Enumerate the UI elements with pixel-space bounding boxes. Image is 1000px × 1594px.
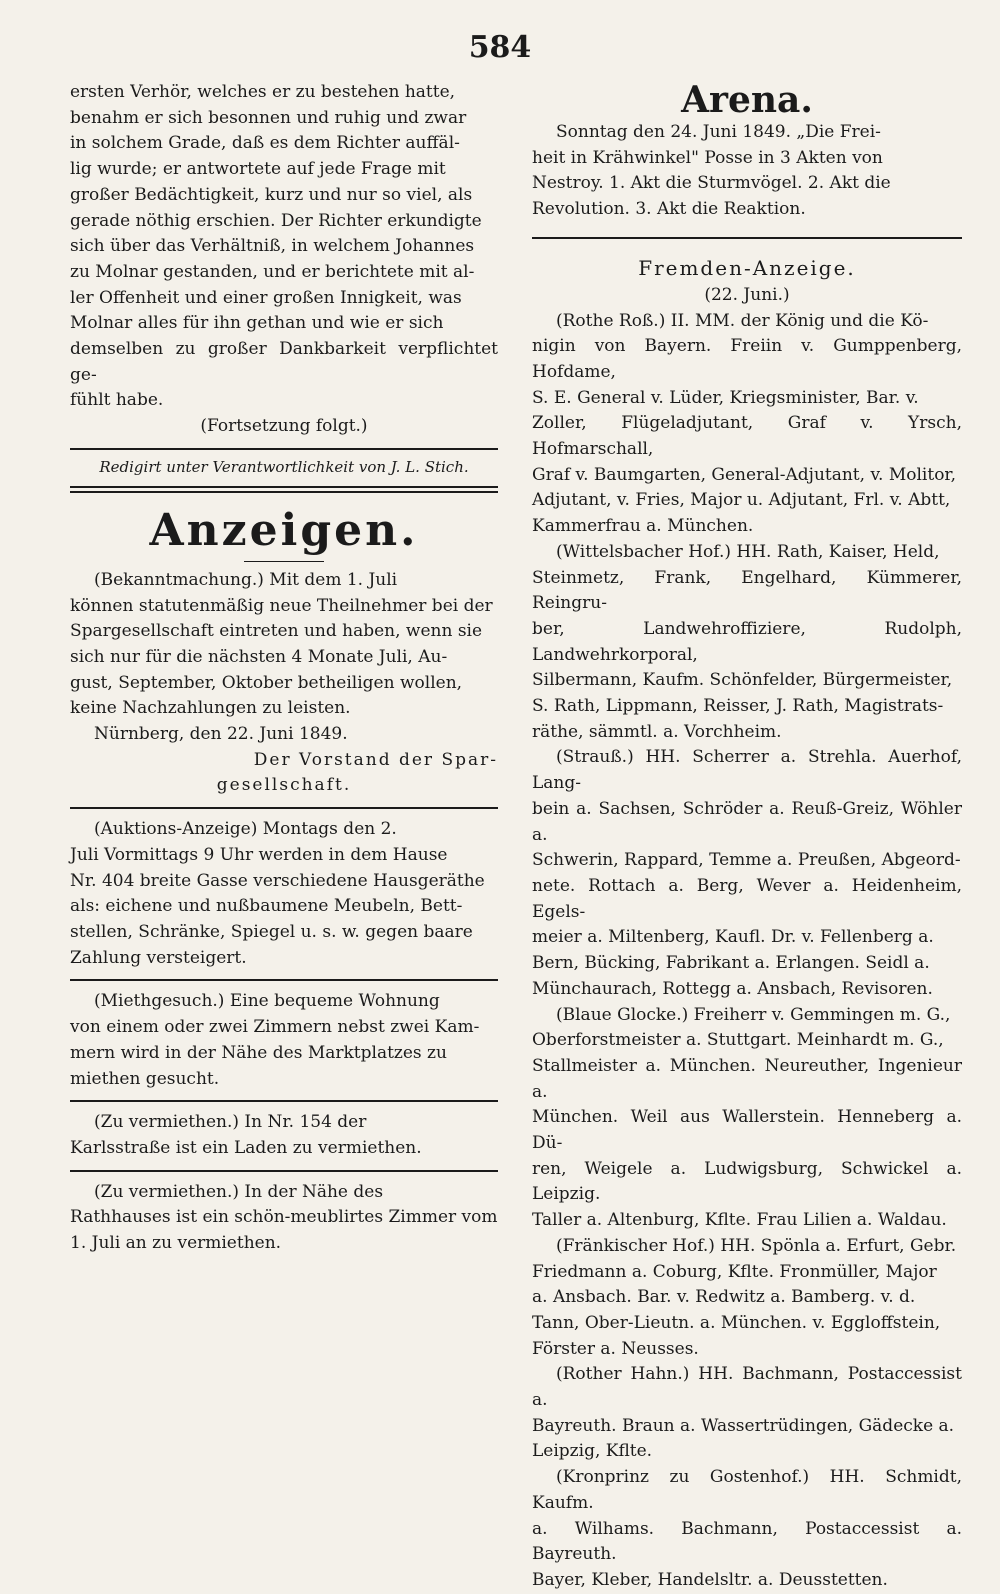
fremden-list: [532, 309, 962, 1594]
entry-line: S. E. General v. Lüder, Kriegsminister, Bar. v.: [532, 387, 919, 408]
text-line: großer Bedächtigkeit, kurz und nur so viel, als: [70, 184, 473, 205]
text-line: können statutenmäßig neue Theilnehmer bei der: [70, 595, 493, 616]
divider: [70, 1170, 498, 1172]
vermiethen-notice: [70, 1180, 498, 1257]
entry-line: bein a. Sachsen, Schröder a. Reuß-Greiz, Wöhler a.: [532, 798, 962, 845]
text-line: (Zu vermiethen.) In Nr. 154 der: [94, 1112, 367, 1133]
entry-line: Oberforstmeister a. Stuttgart. Meinhardt m. G.,: [532, 1030, 944, 1051]
entry-line: nigin von Bayern. Freiin v. Gumppenberg, Hofdame,: [532, 336, 962, 382]
text-line: sich über das Verhältniß, in welchem Johannes: [70, 236, 475, 257]
text-line: (Auktions-Anzeige) Montags den 2.: [94, 819, 397, 840]
text-line: benahm er sich besonnen und ruhig und zwar: [70, 107, 467, 128]
entry-line: Leipzig, Kflte.: [532, 1441, 653, 1462]
text-line: Sonntag den 24. Juni 1849. „Die Frei-: [556, 122, 881, 142]
text-line: Spargesellschaft eintreten und haben, wenn sie: [70, 621, 483, 642]
entry-line: (Strauß.) HH. Scherrer a. Strehla. Auerhof, Lang-: [532, 747, 962, 794]
text-line: ersten Verhör, welches er zu bestehen hatte,: [70, 82, 456, 102]
text-line: Nestroy. 1. Akt die Sturmvögel. 2. Akt die: [532, 173, 891, 194]
text-line: gust, September, Oktober betheiligen wollen,: [70, 672, 463, 693]
bekanntmachung-notice: [70, 568, 498, 799]
entry-line: Stallmeister a. München. Neureuther, Ingenieur a.: [532, 1055, 962, 1102]
notice-signature: Der Vorstand der Spar-: [253, 749, 498, 770]
text-line: (Zu vermiethen.) In der Nähe des: [94, 1181, 384, 1202]
entry-line: Kammerfrau a. München.: [532, 516, 754, 537]
text-line: in solchem Grade, daß es dem Richter auffäl-: [70, 133, 460, 154]
entry-line: München. Weil aus Wallerstein. Henneberg a. Dü-: [532, 1107, 962, 1154]
text-line: gerade nöthig erschien. Der Richter erkundigte: [70, 210, 482, 231]
text-line: mern wird in der Nähe des Marktplatzes zu: [70, 1042, 447, 1063]
text-line: Rathhauses ist ein schön-meublirtes Zimmer vom: [70, 1207, 498, 1228]
entry-line: Taller a. Altenburg, Kflte. Frau Lilien a. Waldau.: [532, 1210, 947, 1231]
entry-line: Bayer, Kleber, Handelsltr. a. Deusstetten.: [532, 1569, 888, 1590]
auktion-notice: [70, 817, 498, 971]
text-line: Zahlung versteigert.: [70, 947, 247, 968]
text-line: Juli Vormittags 9 Uhr werden in dem Hause: [70, 844, 448, 865]
entry-line: (Rothe Roß.) II. MM. der König und die Kö-: [556, 310, 929, 331]
notice-signature: gesellschaft.: [216, 775, 352, 796]
entry-line: Zoller, Flügeladjutant, Graf v. Yrsch, Hofmarschall,: [532, 413, 962, 460]
text-line: zu Molnar gestanden, und er berichtete mit al-: [70, 261, 475, 282]
entry-line: Münchaurach, Rottegg a. Ansbach, Revisoren.: [532, 978, 933, 999]
divider: [70, 979, 498, 981]
entry-line: (Wittelsbacher Hof.) HH. Rath, Kaiser, Held,: [556, 541, 940, 562]
entry-line: Bern, Bücking, Fabrikant a. Erlangen. Seidl a.: [532, 953, 930, 974]
vermiethen-notice: [70, 1110, 498, 1161]
text-line: fühlt habe.: [70, 390, 164, 411]
fremden-heading: Fremden-Anzeige.: [638, 255, 856, 280]
divider: [70, 807, 498, 809]
entry-line: Bayreuth. Braun a. Wassertrüdingen, Gädecke a.: [532, 1415, 955, 1436]
notice-date: Nürnberg, den 22. Juni 1849.: [94, 724, 348, 745]
text-line: miethen gesucht.: [70, 1068, 220, 1089]
text-line: Karlsstraße ist ein Laden zu vermiethen.: [70, 1137, 422, 1158]
entry-line: Förster a. Neusses.: [532, 1338, 699, 1359]
divider: [70, 1100, 498, 1102]
text-line: 1. Juli an zu vermiethen.: [70, 1233, 282, 1254]
continued-note: (Fortsetzung folgt.): [200, 416, 368, 437]
miethgesuch-notice: [70, 989, 498, 1092]
text-line: Revolution. 3. Akt die Reaktion.: [532, 199, 806, 220]
entry-line: Adjutant, v. Fries, Major u. Adjutant, Frl. v. Abtt,: [532, 490, 951, 511]
arena-heading: Arena.: [681, 79, 813, 121]
text-line: sich nur für die nächsten 4 Monate Juli, Au-: [70, 646, 448, 667]
text-line: (Bekanntmachung.) Mit dem 1. Juli: [94, 569, 398, 590]
text-line: Nr. 404 breite Gasse verschiedene Hausgeräthe: [70, 870, 485, 891]
arena-notice: [532, 120, 962, 223]
text-line: demselben zu großer Dankbarkeit verpflichtet ge-: [70, 339, 498, 385]
entry-line: räthe, sämmtl. a. Vorchheim.: [532, 721, 782, 742]
text-line: (Miethgesuch.) Eine bequeme Wohnung: [94, 991, 440, 1012]
left-column: [70, 80, 498, 1257]
text-line: lig wurde; er antwortete auf jede Frage mit: [70, 159, 446, 180]
entry-line: Steinmetz, Frank, Engelhard, Kümmerer, Reingru-: [532, 567, 962, 614]
entry-line: Silbermann, Kaufm. Schönfelder, Bürgermeister,: [532, 670, 953, 691]
divider: [532, 237, 962, 239]
entry-line: (Blaue Glocke.) Freiherr v. Gemmingen m. G.,: [556, 1004, 951, 1025]
fremden-date: (22. Juni.): [704, 284, 790, 305]
entry-line: ber, Landwehroffiziere, Rudolph, Landwehrkorporal,: [532, 618, 962, 665]
entry-line: (Fränkischer Hof.) HH. Spönla a. Erfurt, Gebr.: [556, 1235, 957, 1256]
text-line: heit in Krähwinkel" Posse in 3 Akten von: [532, 147, 883, 168]
page-number: 584: [468, 30, 532, 65]
divider: [244, 561, 324, 562]
entry-line: Schwerin, Rappard, Temme a. Preußen, Abgeord-: [532, 850, 961, 871]
entry-line: (Rother Hahn.) HH. Bachmann, Postaccessist a.: [532, 1364, 962, 1411]
entry-line: (Kronprinz zu Gostenhof.) HH. Schmidt, Kaufm.: [532, 1467, 962, 1513]
entry-line: Graf v. Baumgarten, General-Adjutant, v. Molitor,: [532, 464, 957, 485]
text-line: keine Nachzahlungen zu leisten.: [70, 698, 351, 719]
entry-line: S. Rath, Lippmann, Reisser, J. Rath, Magistrats-: [532, 696, 944, 717]
entry-line: a. Wilhams. Bachmann, Postaccessist a. Bayreuth.: [532, 1518, 962, 1565]
story-text: [70, 80, 498, 414]
text-line: als: eichene und nußbaumene Meubeln, Bett-: [70, 896, 463, 917]
anzeigen-heading: Anzeigen.: [149, 504, 419, 556]
entry-line: meier a. Miltenberg, Kaufl. Dr. v. Fellenberg a.: [532, 927, 934, 948]
text-line: stellen, Schränke, Spiegel u. s. w. gegen baare: [70, 921, 473, 942]
divider: [70, 448, 498, 450]
right-column: [532, 80, 962, 1594]
text-line: von einem oder zwei Zimmern nebst zwei Kam-: [70, 1017, 480, 1038]
entry-line: nete. Rottach a. Berg, Wever a. Heidenheim, Egels-: [532, 875, 962, 922]
divider: [70, 486, 498, 493]
entry-line: a. Ansbach. Bar. v. Redwitz a. Bamberg. v. d.: [532, 1287, 916, 1308]
entry-line: Friedmann a. Coburg, Kflte. Fronmüller, Major: [532, 1261, 937, 1282]
entry-line: ren, Weigele a. Ludwigsburg, Schwickel a. Leipzig.: [532, 1158, 962, 1205]
editor-line: Redigirt unter Verantwortlichkeit von J. L. Stich.: [99, 457, 469, 476]
entry-line: Tann, Ober-Lieutn. a. München. v. Eggloffstein,: [532, 1312, 941, 1333]
text-line: Molnar alles für ihn gethan und wie er sich: [70, 313, 444, 334]
text-line: ler Offenheit und einer großen Innigkeit, was: [70, 287, 462, 308]
